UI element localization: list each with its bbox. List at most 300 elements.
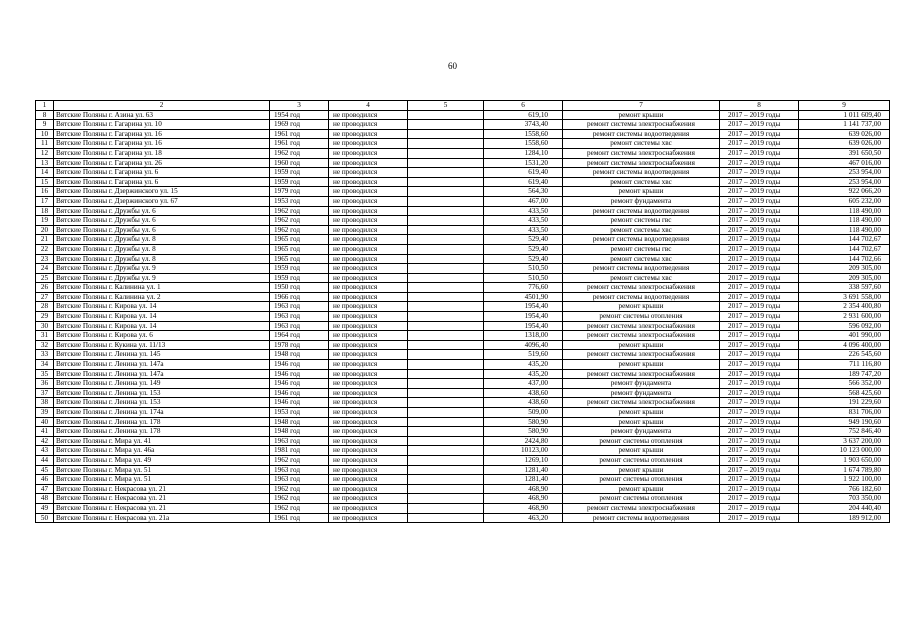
row-number: 12 — [36, 148, 54, 158]
row-number: 34 — [36, 360, 54, 370]
cost-cell: 226 545,60 — [799, 350, 890, 360]
area-cell: 438,60 — [484, 398, 563, 408]
area-cell: 1558,60 — [484, 139, 563, 149]
address-cell: Вятские Поляны г. Кирова ул. 6 — [54, 331, 270, 341]
empty-cell — [408, 302, 484, 312]
period-cell: 2017 – 2019 годы — [720, 129, 799, 139]
row-number: 42 — [36, 436, 54, 446]
period-cell: 2017 – 2019 годы — [720, 360, 799, 370]
period-cell: 2017 – 2019 годы — [720, 264, 799, 274]
column-header-5: 5 — [408, 101, 484, 111]
work-type-cell: ремонт системы отопления — [563, 475, 720, 485]
period-cell: 2017 – 2019 годы — [720, 283, 799, 293]
build-year-cell: 1946 год — [270, 388, 329, 398]
area-cell: 4096,40 — [484, 340, 563, 350]
last-repair-cell: не проводился — [329, 177, 408, 187]
last-repair-cell: не проводился — [329, 148, 408, 158]
last-repair-cell: не проводился — [329, 302, 408, 312]
empty-cell — [408, 513, 484, 523]
table-row — [36, 292, 890, 302]
empty-cell — [408, 254, 484, 264]
last-repair-cell: не проводился — [329, 475, 408, 485]
address-cell: Вятские Поляны г. Гагарина ул. 26 — [54, 158, 270, 168]
period-cell: 2017 – 2019 годы — [720, 417, 799, 427]
work-type-cell: ремонт системы электроснабжения — [563, 350, 720, 360]
row-number: 48 — [36, 494, 54, 504]
cost-cell: 1 903 650,00 — [799, 455, 890, 465]
repair-registry-table — [35, 100, 890, 523]
cost-cell: 1 141 737,00 — [799, 120, 890, 130]
row-number: 24 — [36, 264, 54, 274]
row-number: 31 — [36, 331, 54, 341]
cost-cell: 766 182,60 — [799, 484, 890, 494]
last-repair-cell: не проводился — [329, 350, 408, 360]
address-cell: Вятские Поляны г. Некрасова ул. 21а — [54, 513, 270, 523]
period-cell: 2017 – 2019 годы — [720, 148, 799, 158]
area-cell: 1558,60 — [484, 129, 563, 139]
work-type-cell: ремонт крыши — [563, 302, 720, 312]
cost-cell: 189 747,20 — [799, 369, 890, 379]
table-row — [36, 273, 890, 283]
cost-cell: 10 123 000,00 — [799, 446, 890, 456]
last-repair-cell: не проводился — [329, 446, 408, 456]
row-number: 32 — [36, 340, 54, 350]
area-cell: 529,40 — [484, 235, 563, 245]
page-number: 60 — [448, 61, 457, 71]
cost-cell: 144 702,67 — [799, 235, 890, 245]
empty-cell — [408, 321, 484, 331]
last-repair-cell: не проводился — [329, 244, 408, 254]
last-repair-cell: не проводился — [329, 398, 408, 408]
table-row — [36, 264, 890, 274]
last-repair-cell: не проводился — [329, 331, 408, 341]
build-year-cell: 1963 год — [270, 321, 329, 331]
build-year-cell: 1961 год — [270, 513, 329, 523]
period-cell: 2017 – 2019 годы — [720, 475, 799, 485]
last-repair-cell: не проводился — [329, 129, 408, 139]
table-row — [36, 120, 890, 130]
cost-cell: 596 092,00 — [799, 321, 890, 331]
period-cell: 2017 – 2019 годы — [720, 340, 799, 350]
area-cell: 1954,40 — [484, 312, 563, 322]
last-repair-cell: не проводился — [329, 427, 408, 437]
row-number: 43 — [36, 446, 54, 456]
empty-cell — [408, 350, 484, 360]
row-number: 33 — [36, 350, 54, 360]
build-year-cell: 1963 год — [270, 302, 329, 312]
empty-cell — [408, 369, 484, 379]
column-header-8: 8 — [720, 101, 799, 111]
empty-cell — [408, 312, 484, 322]
last-repair-cell: не проводился — [329, 340, 408, 350]
table-row — [36, 494, 890, 504]
last-repair-cell: не проводился — [329, 455, 408, 465]
address-cell: Вятские Поляны г. Ленина ул. 153 — [54, 388, 270, 398]
empty-cell — [408, 216, 484, 226]
last-repair-cell: не проводился — [329, 120, 408, 130]
table-row — [36, 475, 890, 485]
cost-cell: 922 066,20 — [799, 187, 890, 197]
work-type-cell: ремонт системы электроснабжения — [563, 148, 720, 158]
build-year-cell: 1948 год — [270, 417, 329, 427]
area-cell: 468,90 — [484, 503, 563, 513]
table-row — [36, 417, 890, 427]
empty-cell — [408, 503, 484, 513]
last-repair-cell: не проводился — [329, 264, 408, 274]
row-number: 19 — [36, 216, 54, 226]
cost-cell: 209 305,00 — [799, 264, 890, 274]
address-cell: Вятские Поляны г. Кирова ул. 14 — [54, 321, 270, 331]
table-header-row — [36, 101, 890, 111]
row-number: 23 — [36, 254, 54, 264]
period-cell: 2017 – 2019 годы — [720, 513, 799, 523]
table-row — [36, 312, 890, 322]
row-number: 41 — [36, 427, 54, 437]
work-type-cell: ремонт фундамента — [563, 196, 720, 206]
address-cell: Вятские Поляны г. Дружбы ул. 8 — [54, 244, 270, 254]
row-number: 28 — [36, 302, 54, 312]
empty-cell — [408, 264, 484, 274]
area-cell: 564,30 — [484, 187, 563, 197]
build-year-cell: 1962 год — [270, 494, 329, 504]
work-type-cell: ремонт крыши — [563, 110, 720, 120]
work-type-cell: ремонт системы водоотведения — [563, 206, 720, 216]
table-row — [36, 379, 890, 389]
table-row — [36, 196, 890, 206]
cost-cell: 467 016,00 — [799, 158, 890, 168]
last-repair-cell: не проводился — [329, 110, 408, 120]
empty-cell — [408, 110, 484, 120]
last-repair-cell: не проводился — [329, 235, 408, 245]
area-cell: 1281,40 — [484, 475, 563, 485]
address-cell: Вятские Поляны г. Дружбы ул. 6 — [54, 206, 270, 216]
area-cell: 435,20 — [484, 369, 563, 379]
table-row — [36, 436, 890, 446]
work-type-cell: ремонт системы электроснабжения — [563, 369, 720, 379]
work-type-cell: ремонт системы электроснабжения — [563, 331, 720, 341]
area-cell: 619,40 — [484, 177, 563, 187]
row-number: 40 — [36, 417, 54, 427]
row-number: 9 — [36, 120, 54, 130]
work-type-cell: ремонт системы отопления — [563, 436, 720, 446]
row-number: 16 — [36, 187, 54, 197]
row-number: 47 — [36, 484, 54, 494]
area-cell: 4501,90 — [484, 292, 563, 302]
period-cell: 2017 – 2019 годы — [720, 292, 799, 302]
row-number: 10 — [36, 129, 54, 139]
area-cell: 467,00 — [484, 196, 563, 206]
period-cell: 2017 – 2019 годы — [720, 158, 799, 168]
cost-cell: 338 597,60 — [799, 283, 890, 293]
work-type-cell: ремонт фундамента — [563, 388, 720, 398]
empty-cell — [408, 225, 484, 235]
address-cell: Вятские Поляны г. Мира ул. 46а — [54, 446, 270, 456]
row-number: 38 — [36, 398, 54, 408]
build-year-cell: 1959 год — [270, 168, 329, 178]
last-repair-cell: не проводился — [329, 408, 408, 418]
cost-cell: 118 490,00 — [799, 216, 890, 226]
address-cell: Вятские Поляны г. Ленина ул. 153 — [54, 398, 270, 408]
build-year-cell: 1966 год — [270, 292, 329, 302]
period-cell: 2017 – 2019 годы — [720, 484, 799, 494]
row-number: 46 — [36, 475, 54, 485]
cost-cell: 639 026,00 — [799, 139, 890, 149]
area-cell: 619,40 — [484, 168, 563, 178]
work-type-cell: ремонт системы гвс — [563, 216, 720, 226]
cost-cell: 566 352,00 — [799, 379, 890, 389]
column-header-9: 9 — [799, 101, 890, 111]
work-type-cell: ремонт крыши — [563, 340, 720, 350]
table-row — [36, 216, 890, 226]
work-type-cell: ремонт системы электроснабжения — [563, 120, 720, 130]
period-cell: 2017 – 2019 годы — [720, 503, 799, 513]
cost-cell: 1 674 789,80 — [799, 465, 890, 475]
last-repair-cell: не проводился — [329, 503, 408, 513]
cost-cell: 703 350,00 — [799, 494, 890, 504]
area-cell: 468,90 — [484, 484, 563, 494]
address-cell: Вятские Поляны г. Дружбы ул. 9 — [54, 273, 270, 283]
period-cell: 2017 – 2019 годы — [720, 427, 799, 437]
address-cell: Вятские Поляны г. Калинина ул. 2 — [54, 292, 270, 302]
build-year-cell: 1969 год — [270, 120, 329, 130]
last-repair-cell: не проводился — [329, 321, 408, 331]
work-type-cell: ремонт системы водоотведения — [563, 168, 720, 178]
empty-cell — [408, 475, 484, 485]
last-repair-cell: не проводился — [329, 379, 408, 389]
build-year-cell: 1959 год — [270, 177, 329, 187]
work-type-cell: ремонт системы хвс — [563, 225, 720, 235]
row-number: 44 — [36, 455, 54, 465]
work-type-cell: ремонт системы хвс — [563, 273, 720, 283]
period-cell: 2017 – 2019 годы — [720, 187, 799, 197]
work-type-cell: ремонт системы отопления — [563, 312, 720, 322]
period-cell: 2017 – 2019 годы — [720, 273, 799, 283]
work-type-cell: ремонт системы отопления — [563, 455, 720, 465]
cost-cell: 144 702,67 — [799, 244, 890, 254]
table-row — [36, 427, 890, 437]
cost-cell: 2 354 400,80 — [799, 302, 890, 312]
last-repair-cell: не проводился — [329, 283, 408, 293]
work-type-cell: ремонт системы электроснабжения — [563, 398, 720, 408]
row-number: 22 — [36, 244, 54, 254]
table-row — [36, 225, 890, 235]
work-type-cell: ремонт крыши — [563, 465, 720, 475]
cost-cell: 568 425,60 — [799, 388, 890, 398]
last-repair-cell: не проводился — [329, 312, 408, 322]
address-cell: Вятские Поляны г. Гагарина ул. 16 — [54, 129, 270, 139]
row-number: 30 — [36, 321, 54, 331]
build-year-cell: 1963 год — [270, 475, 329, 485]
row-number: 11 — [36, 139, 54, 149]
table-row — [36, 398, 890, 408]
table-row — [36, 360, 890, 370]
address-cell: Вятские Поляны г. Ленина ул. 174а — [54, 408, 270, 418]
cost-cell: 2 931 600,00 — [799, 312, 890, 322]
build-year-cell: 1959 год — [270, 264, 329, 274]
cost-cell: 1 011 609,40 — [799, 110, 890, 120]
column-header-3: 3 — [270, 101, 329, 111]
address-cell: Вятские Поляны г. Мира ул. 41 — [54, 436, 270, 446]
empty-cell — [408, 340, 484, 350]
work-type-cell: ремонт системы водоотведения — [563, 513, 720, 523]
row-number: 13 — [36, 158, 54, 168]
period-cell: 2017 – 2019 годы — [720, 455, 799, 465]
row-number: 27 — [36, 292, 54, 302]
column-header-7: 7 — [563, 101, 720, 111]
last-repair-cell: не проводился — [329, 158, 408, 168]
cost-cell: 752 846,40 — [799, 427, 890, 437]
empty-cell — [408, 436, 484, 446]
build-year-cell: 1965 год — [270, 235, 329, 245]
work-type-cell: ремонт системы водоотведения — [563, 129, 720, 139]
work-type-cell: ремонт крыши — [563, 446, 720, 456]
cost-cell: 831 706,00 — [799, 408, 890, 418]
table-row — [36, 148, 890, 158]
empty-cell — [408, 494, 484, 504]
table-row — [36, 321, 890, 331]
row-number: 20 — [36, 225, 54, 235]
area-cell: 433,50 — [484, 216, 563, 226]
area-cell: 3743,40 — [484, 120, 563, 130]
address-cell: Вятские Поляны г. Азина ул. 63 — [54, 110, 270, 120]
address-cell: Вятские Поляны г. Дружбы ул. 8 — [54, 235, 270, 245]
address-cell: Вятские Поляны г. Дружбы ул. 8 — [54, 254, 270, 264]
cost-cell: 3 637 200,00 — [799, 436, 890, 446]
empty-cell — [408, 168, 484, 178]
build-year-cell: 1953 год — [270, 196, 329, 206]
address-cell: Вятские Поляны г. Дружбы ул. 9 — [54, 264, 270, 274]
period-cell: 2017 – 2019 годы — [720, 120, 799, 130]
area-cell: 433,50 — [484, 206, 563, 216]
build-year-cell: 1960 год — [270, 158, 329, 168]
work-type-cell: ремонт системы водоотведения — [563, 235, 720, 245]
empty-cell — [408, 427, 484, 437]
empty-cell — [408, 360, 484, 370]
area-cell: 509,00 — [484, 408, 563, 418]
cost-cell: 189 912,00 — [799, 513, 890, 523]
address-cell: Вятские Поляны г. Мира ул. 51 — [54, 475, 270, 485]
table-row — [36, 110, 890, 120]
row-number: 35 — [36, 369, 54, 379]
build-year-cell: 1961 год — [270, 139, 329, 149]
build-year-cell: 1961 год — [270, 129, 329, 139]
address-cell: Вятские Поляны г. Некрасова ул. 21 — [54, 484, 270, 494]
address-cell: Вятские Поляны г. Некрасова ул. 21 — [54, 494, 270, 504]
build-year-cell: 1965 год — [270, 254, 329, 264]
area-cell: 2424,80 — [484, 436, 563, 446]
empty-cell — [408, 148, 484, 158]
empty-cell — [408, 177, 484, 187]
area-cell: 510,50 — [484, 264, 563, 274]
build-year-cell: 1948 год — [270, 427, 329, 437]
work-type-cell: ремонт фундамента — [563, 379, 720, 389]
cost-cell: 949 190,60 — [799, 417, 890, 427]
work-type-cell: ремонт системы электроснабжения — [563, 503, 720, 513]
last-repair-cell: не проводился — [329, 417, 408, 427]
table-row — [36, 158, 890, 168]
table-row — [36, 408, 890, 418]
work-type-cell: ремонт системы водоотведения — [563, 264, 720, 274]
table-body — [36, 110, 890, 523]
area-cell: 1954,40 — [484, 302, 563, 312]
last-repair-cell: не проводился — [329, 254, 408, 264]
row-number: 21 — [36, 235, 54, 245]
work-type-cell: ремонт системы хвс — [563, 177, 720, 187]
build-year-cell: 1962 год — [270, 206, 329, 216]
build-year-cell: 1948 год — [270, 350, 329, 360]
empty-cell — [408, 187, 484, 197]
period-cell: 2017 – 2019 годы — [720, 235, 799, 245]
period-cell: 2017 – 2019 годы — [720, 388, 799, 398]
address-cell: Вятские Поляны г. Гагарина ул. 18 — [54, 148, 270, 158]
build-year-cell: 1978 год — [270, 340, 329, 350]
empty-cell — [408, 129, 484, 139]
last-repair-cell: не проводился — [329, 187, 408, 197]
build-year-cell: 1962 год — [270, 148, 329, 158]
build-year-cell: 1953 год — [270, 408, 329, 418]
row-number: 8 — [36, 110, 54, 120]
area-cell: 529,40 — [484, 244, 563, 254]
area-cell: 1318,00 — [484, 331, 563, 341]
address-cell: Вятские Поляны г. Ленина ул. 149 — [54, 379, 270, 389]
row-number: 39 — [36, 408, 54, 418]
row-number: 15 — [36, 177, 54, 187]
row-number: 14 — [36, 168, 54, 178]
period-cell: 2017 – 2019 годы — [720, 436, 799, 446]
address-cell: Вятские Поляны г. Кирова ул. 14 — [54, 312, 270, 322]
period-cell: 2017 – 2019 годы — [720, 379, 799, 389]
empty-cell — [408, 417, 484, 427]
table-row — [36, 484, 890, 494]
table-row — [36, 254, 890, 264]
work-type-cell: ремонт крыши — [563, 484, 720, 494]
cost-cell: 118 490,00 — [799, 206, 890, 216]
build-year-cell: 1946 год — [270, 398, 329, 408]
work-type-cell: ремонт фундамента — [563, 427, 720, 437]
address-cell: Вятские Поляны г. Гагарина ул. 6 — [54, 168, 270, 178]
area-cell: 435,20 — [484, 360, 563, 370]
empty-cell — [408, 244, 484, 254]
last-repair-cell: не проводился — [329, 388, 408, 398]
work-type-cell: ремонт крыши — [563, 187, 720, 197]
work-type-cell: ремонт системы отопления — [563, 494, 720, 504]
address-cell: Вятские Поляны г. Гагарина ул. 16 — [54, 139, 270, 149]
work-type-cell: ремонт системы гвс — [563, 244, 720, 254]
build-year-cell: 1962 год — [270, 225, 329, 235]
build-year-cell: 1965 год — [270, 244, 329, 254]
period-cell: 2017 – 2019 годы — [720, 446, 799, 456]
column-header-6: 6 — [484, 101, 563, 111]
table-row — [36, 168, 890, 178]
period-cell: 2017 – 2019 годы — [720, 110, 799, 120]
row-number: 50 — [36, 513, 54, 523]
empty-cell — [408, 206, 484, 216]
last-repair-cell: не проводился — [329, 465, 408, 475]
table-row — [36, 283, 890, 293]
build-year-cell: 1962 год — [270, 503, 329, 513]
empty-cell — [408, 388, 484, 398]
last-repair-cell: не проводился — [329, 369, 408, 379]
column-header-4: 4 — [329, 101, 408, 111]
period-cell: 2017 – 2019 годы — [720, 321, 799, 331]
empty-cell — [408, 455, 484, 465]
cost-cell: 605 232,00 — [799, 196, 890, 206]
table-row — [36, 350, 890, 360]
area-cell: 1284,10 — [484, 148, 563, 158]
row-number: 26 — [36, 283, 54, 293]
period-cell: 2017 – 2019 годы — [720, 216, 799, 226]
build-year-cell: 1946 год — [270, 360, 329, 370]
